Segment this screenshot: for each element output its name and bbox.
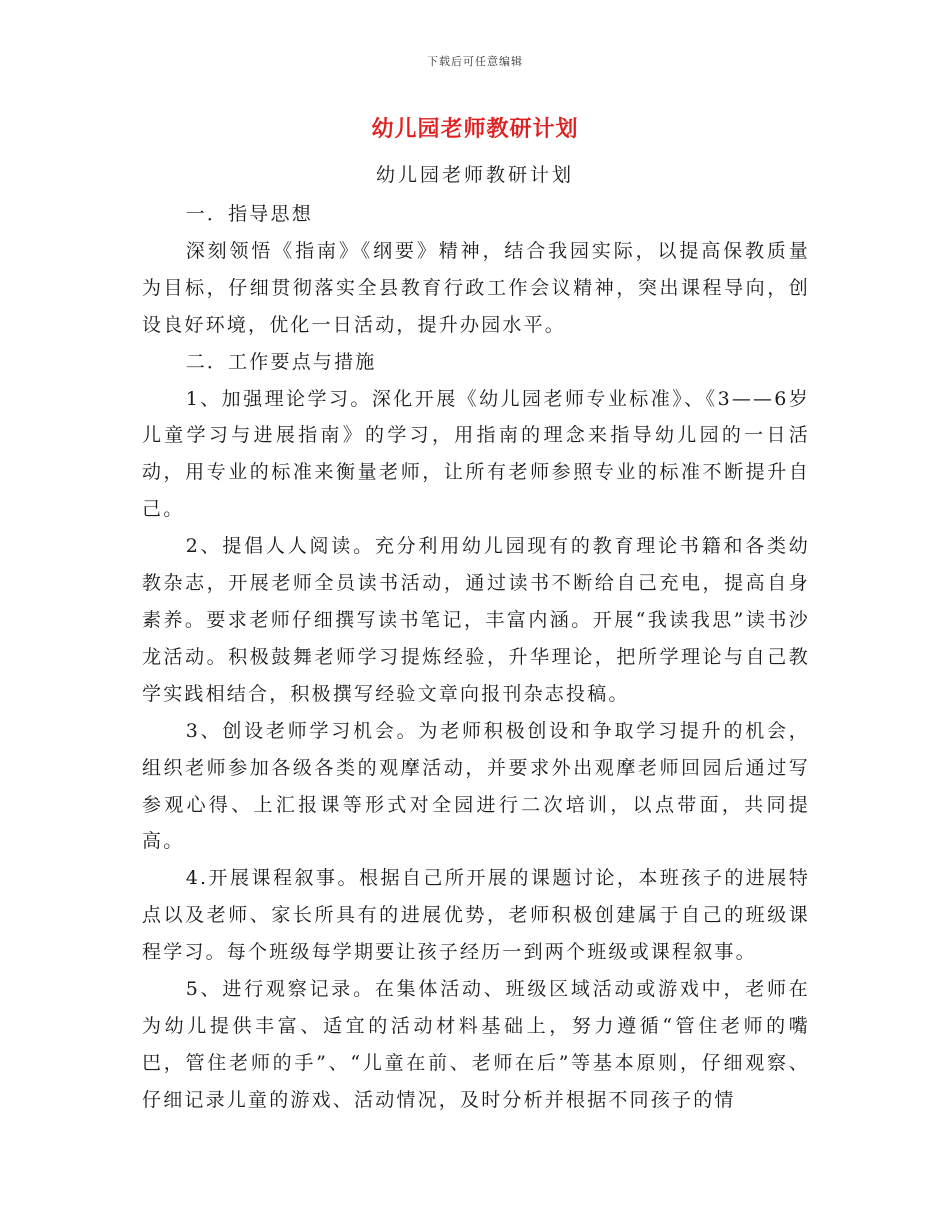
paragraph-curriculum-narrative: 4.开展课程叙事。根据自己所开展的课题讨论，本班孩子的进展特点以及老师、家长所具有的进展优势，老师积极创建属于自己的班级课程学习。每个班级每学期要让孩子经历一到两个班级或课程叙事。 bbox=[142, 867, 810, 964]
section-heading-guiding-thought: 一．指导思想 bbox=[185, 203, 313, 225]
paragraph-observation-records: 5、进行观察记录。在集体活动、班级区域活动或游戏中，老师在为幼儿提供丰富、适宜的活动材料基础上，努力遵循“管住老师的嘴巴，管住老师的手”、“儿童在前、老师在后”等基本原则，仔细观察、仔细记录儿童的游戏、活动情况，及时分析并根据不同孩子的情 bbox=[142, 978, 810, 1111]
paragraph-reading: 2、提倡人人阅读。充分利用幼儿园现有的教育理论书籍和各类幼教杂志，开展老师全员读书活动，通过读书不断给自己充电，提高自身素养。要求老师仔细撰写读书笔记，丰富内涵。开展“我读我思”读书沙龙活动。积极鼓舞老师学习提炼经验，升华理论，把所学理论与自己教学实践相结合，积极撰写经验文章向报刊杂志投稿。 bbox=[142, 535, 810, 705]
document-title: 幼儿园老师教研计划 bbox=[371, 117, 579, 142]
paragraph-guiding-thought: 深刻领悟《指南》《纲要》精神，结合我园实际，以提高保教质量为目标，仔细贯彻落实全县教育行政工作会议精神，突出课程导向，创设良好环境，优化一日活动，提升办园水平。 bbox=[142, 239, 810, 336]
header-note: 下载后可任意编辑 bbox=[427, 55, 523, 68]
document-subtitle: 幼儿园老师教研计划 bbox=[375, 164, 574, 186]
paragraph-learning-opportunities: 3、创设老师学习机会。为老师积极创设和争取学习提升的机会，组织老师参加各级各类的观摩活动，并要求外出观摩老师回园后通过写参观心得、上汇报课等形式对全园进行二次培训，以点带面，共同提高。 bbox=[142, 719, 810, 853]
paragraph-theory-study: 1、加强理论学习。深化开展《幼儿园老师专业标准》、《3——6岁儿童学习与进展指南》的学习，用指南的理念来指导幼儿园的一日活动，用专业的标准来衡量老师，让所有老师参照专业的标准不断提升自己。 bbox=[142, 387, 810, 521]
section-heading-work-points: 二．工作要点与措施 bbox=[185, 350, 377, 373]
document-body bbox=[142, 196, 810, 1119]
